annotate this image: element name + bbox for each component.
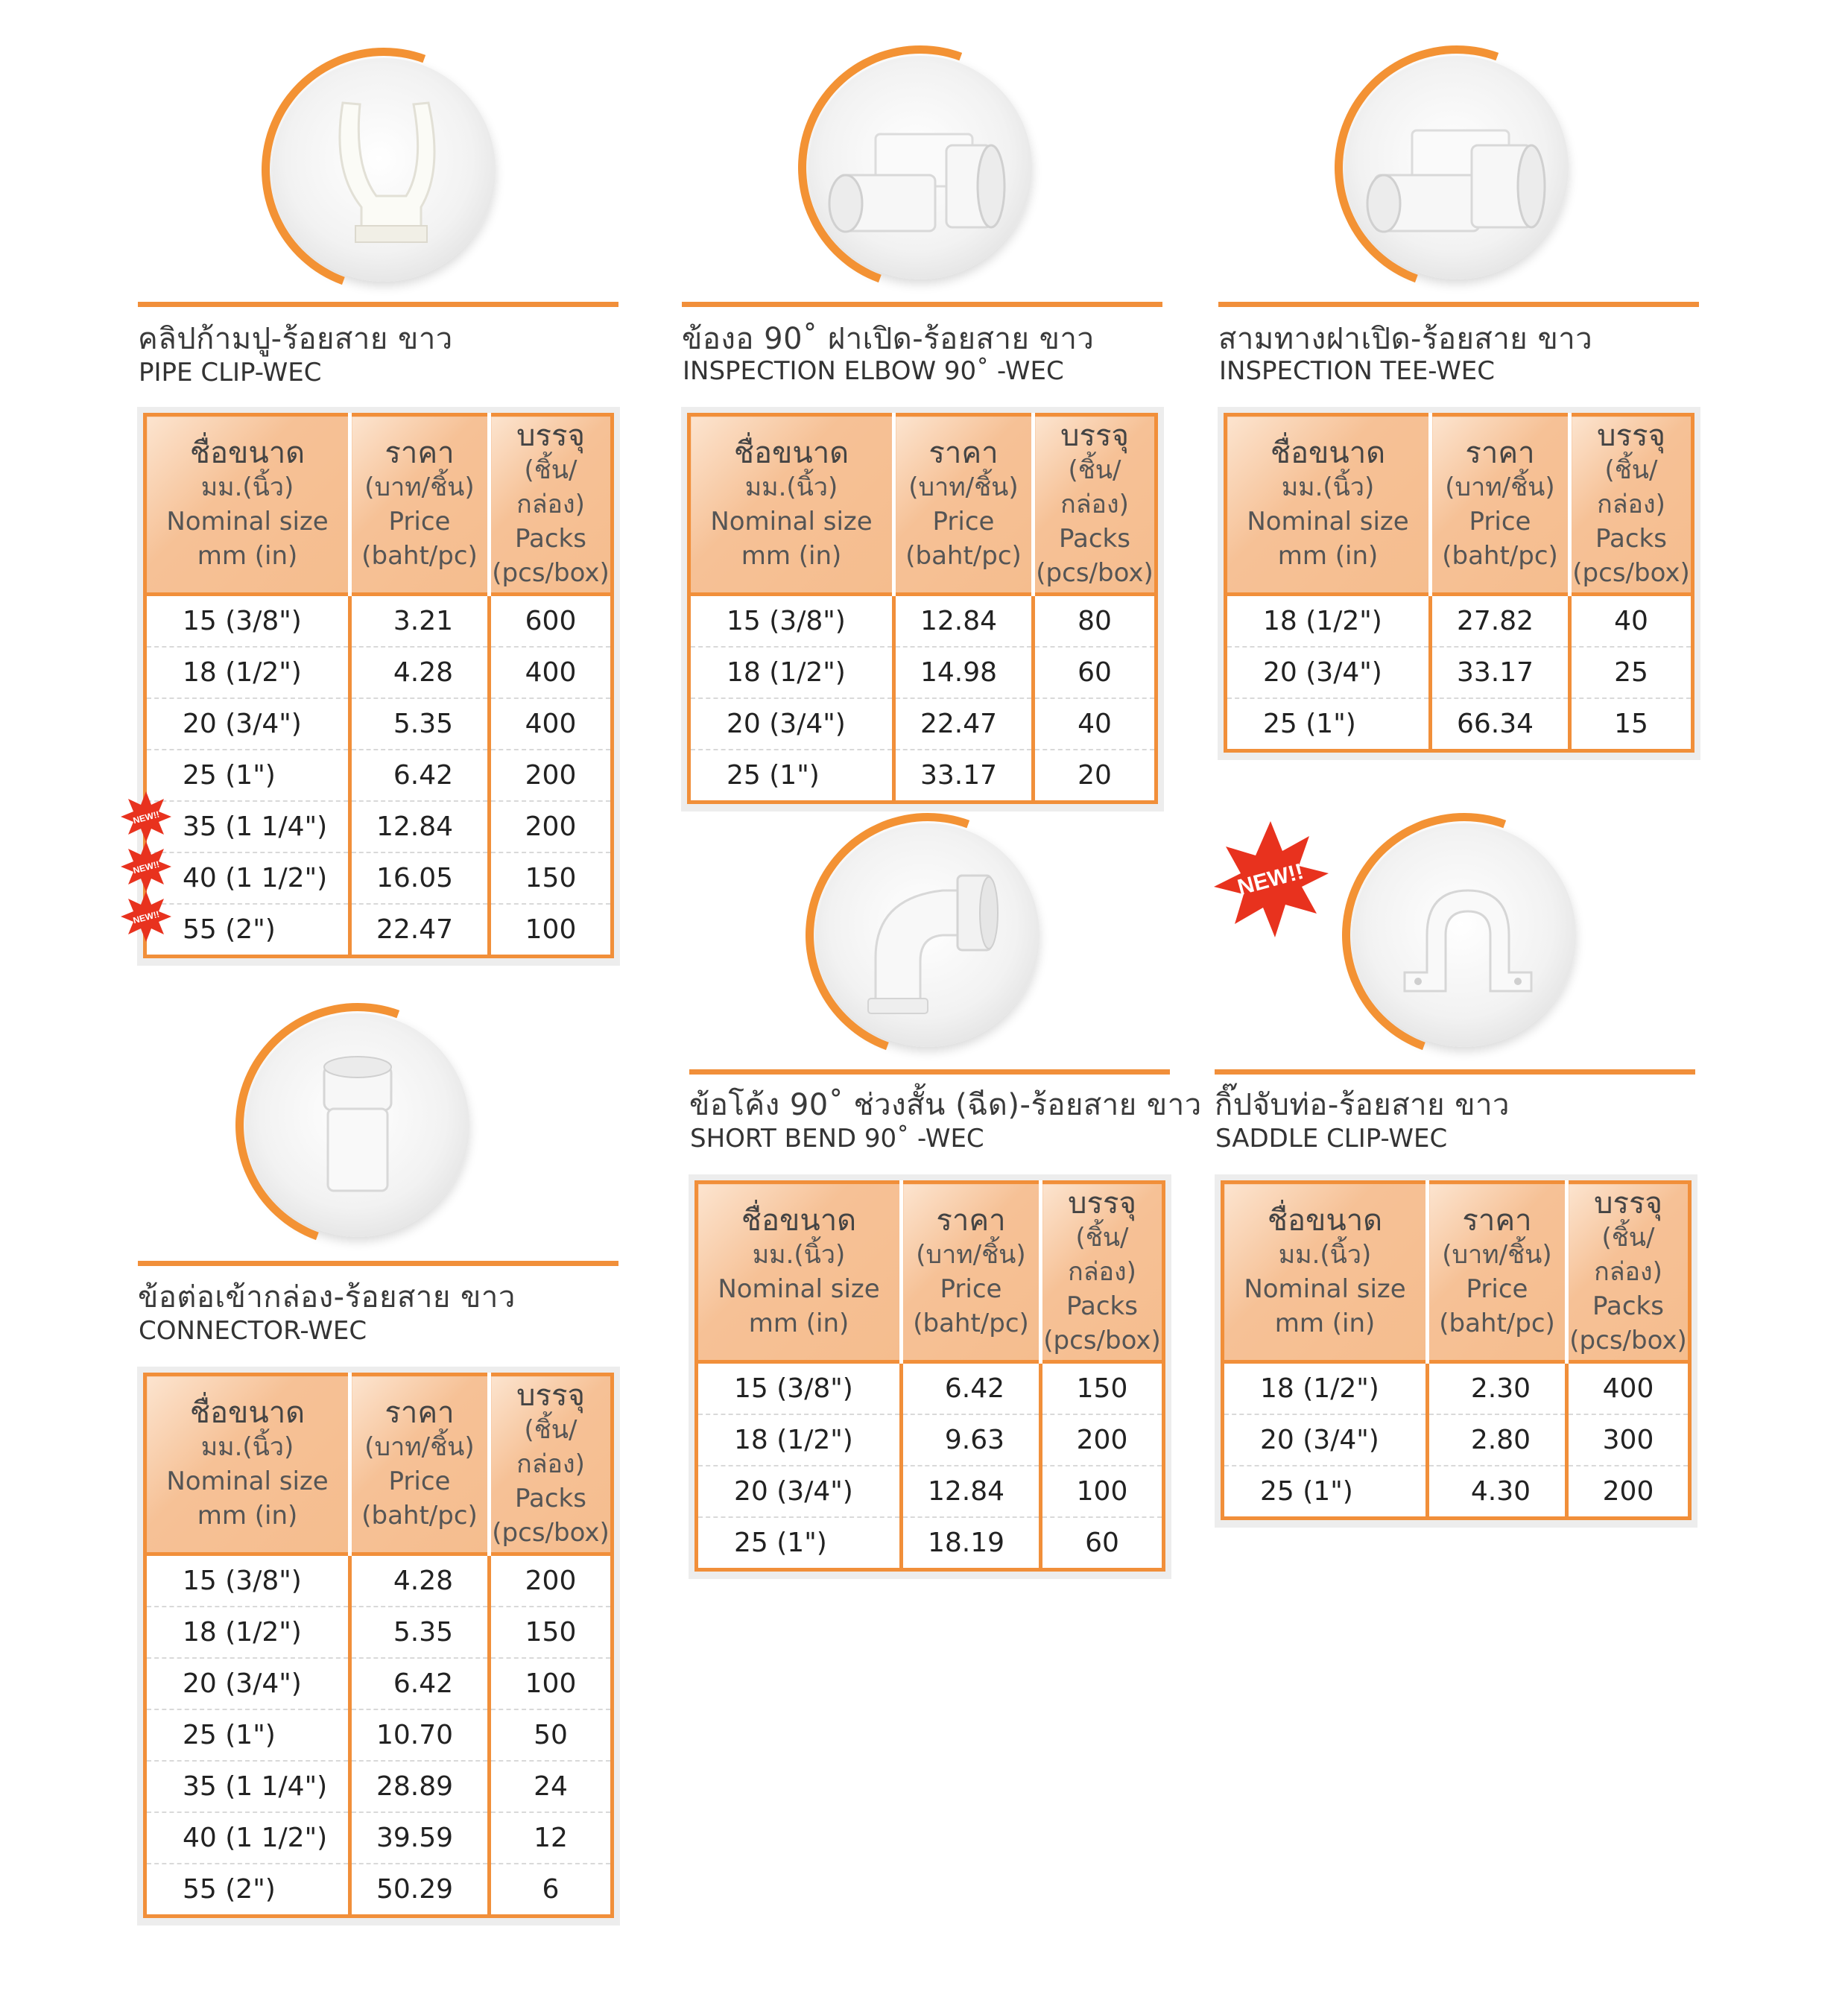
price-cell: 10.70 bbox=[350, 1709, 490, 1761]
price-cell: 27.82 bbox=[1431, 595, 1570, 648]
table-row bbox=[145, 1812, 613, 1864]
price-cell: 12.84 bbox=[894, 595, 1034, 648]
pack-cell: 200 bbox=[490, 750, 613, 801]
table-row bbox=[1226, 698, 1693, 751]
table-row bbox=[689, 750, 1156, 803]
table-row bbox=[1223, 1362, 1690, 1415]
product-title-en: INSPECTION ELBOW 90˚ -WEC bbox=[683, 356, 1064, 386]
size-cell: 25 (1") bbox=[145, 750, 350, 801]
pack-cell: 300 bbox=[1567, 1414, 1690, 1466]
spec-table bbox=[143, 413, 614, 958]
product-title-en: SHORT BEND 90˚ -WEC bbox=[690, 1124, 984, 1154]
price-cell: 4.30 bbox=[1428, 1466, 1567, 1519]
price-header: ราคา (บาท/ชิ้น) Price (baht/pc) bbox=[1431, 415, 1570, 595]
table-row bbox=[1226, 647, 1693, 698]
new-badge-icon bbox=[119, 790, 173, 844]
table-row bbox=[1223, 1466, 1690, 1519]
table-row bbox=[697, 1362, 1164, 1415]
price-header: ราคา (บาท/ชิ้น) Price (baht/pc) bbox=[894, 415, 1034, 595]
table-row bbox=[145, 595, 613, 648]
price-cell: 5.35 bbox=[350, 698, 490, 750]
price-table bbox=[137, 1367, 620, 1926]
table-row bbox=[145, 1658, 613, 1709]
table-row bbox=[697, 1517, 1164, 1570]
price-cell: 2.30 bbox=[1428, 1362, 1567, 1415]
size-header: ชื่อขนาด มม.(นิ้ว) Nominal size mm (in) bbox=[145, 1375, 350, 1554]
price-cell: 33.17 bbox=[1431, 647, 1570, 698]
pack-cell: 80 bbox=[1034, 595, 1156, 648]
product-title-th: ข้อโค้ง 90˚ ช่วงสั้น (ฉีด)-ร้อยสาย ขาว bbox=[689, 1088, 1202, 1122]
size-cell: 18 (1/2") bbox=[145, 1607, 350, 1658]
price-header: ราคา (บาท/ชิ้น) Price (baht/pc) bbox=[902, 1183, 1041, 1362]
price-table bbox=[137, 407, 620, 966]
size-cell: 40 (1 1/2") bbox=[145, 852, 350, 904]
table-row bbox=[145, 750, 613, 801]
size-cell: 15 (3/8") bbox=[145, 595, 350, 648]
pack-cell: 400 bbox=[490, 698, 613, 750]
pack-cell: 20 bbox=[1078, 760, 1112, 791]
price-cell: 9.63 bbox=[902, 1414, 1041, 1466]
size-cell: 15 (3/8") bbox=[689, 595, 894, 648]
spec-table bbox=[694, 1180, 1165, 1572]
table-row bbox=[145, 904, 613, 957]
svg-text:NEW!!: NEW!! bbox=[132, 908, 161, 926]
price-table bbox=[1215, 1174, 1697, 1528]
price-cell: 6.42 bbox=[902, 1362, 1041, 1415]
price-cell: 4.28 bbox=[350, 647, 490, 698]
price-cell: 39.59 bbox=[350, 1812, 490, 1864]
table-row bbox=[1226, 595, 1693, 648]
pipe-clip-photo bbox=[272, 58, 496, 282]
saddle-clip-photo bbox=[1352, 823, 1576, 1047]
inspection-elbow-photo bbox=[808, 56, 1032, 279]
short-bend-photo bbox=[816, 823, 1040, 1047]
table-row bbox=[1223, 1414, 1690, 1466]
size-cell: 20 (3/4") bbox=[145, 1658, 350, 1709]
price-table bbox=[681, 407, 1164, 811]
pack-cell: 60 bbox=[1085, 1528, 1119, 1558]
pack-cell: 150 bbox=[1041, 1362, 1164, 1415]
product-title-en: SADDLE CLIP-WEC bbox=[1215, 1124, 1448, 1154]
pack-cell: 200 bbox=[490, 1554, 613, 1607]
size-header: ชื่อขนาด มม.(นิ้ว) Nominal size mm (in) bbox=[697, 1183, 902, 1362]
pack-cell: 150 bbox=[490, 1607, 613, 1658]
table-row bbox=[697, 1414, 1164, 1466]
product-title-th: ข้องอ 90˚ ฝาเปิด-ร้อยสาย ขาว bbox=[682, 322, 1095, 356]
size-cell: 18 (1/2") bbox=[1223, 1362, 1428, 1415]
pack-cell: 200 bbox=[1602, 1476, 1654, 1507]
price-cell: 4.28 bbox=[350, 1554, 490, 1607]
size-cell: 20 (3/4") bbox=[1223, 1414, 1428, 1466]
size-header: ชื่อขนาด มม.(นิ้ว) Nominal size mm (in) bbox=[1226, 415, 1431, 595]
new-badge-icon bbox=[119, 840, 173, 893]
price-cell: 6.42 bbox=[350, 750, 490, 801]
size-cell: 35 (1 1/4") bbox=[145, 801, 350, 852]
pack-cell: 600 bbox=[490, 595, 613, 648]
pack-cell: 24 bbox=[490, 1761, 613, 1812]
size-cell: 15 (3/8") bbox=[145, 1554, 350, 1607]
pack-cell: 15 bbox=[1614, 709, 1648, 739]
product-title-th: คลิปก้ามปู-ร้อยสาย ขาว bbox=[138, 322, 453, 356]
pack-cell: 150 bbox=[490, 852, 613, 904]
pack-cell: 200 bbox=[1041, 1414, 1164, 1466]
price-cell: 28.89 bbox=[350, 1761, 490, 1812]
pack-cell: 25 bbox=[1570, 647, 1693, 698]
size-header: ชื่อขนาด มม.(นิ้ว) Nominal size mm (in) bbox=[145, 415, 350, 595]
pack-cell: 200 bbox=[490, 801, 613, 852]
table-row bbox=[145, 801, 613, 852]
price-cell: 14.98 bbox=[894, 647, 1034, 698]
svg-text:NEW!!: NEW!! bbox=[132, 809, 161, 826]
price-cell: 16.05 bbox=[350, 852, 490, 904]
product-title-th: กิ๊ปจับท่อ-ร้อยสาย ขาว bbox=[1215, 1088, 1510, 1122]
price-cell: 5.35 bbox=[350, 1607, 490, 1658]
price-cell: 6.42 bbox=[350, 1658, 490, 1709]
connector-photo bbox=[246, 1013, 469, 1237]
new-badge-icon bbox=[1211, 820, 1330, 939]
size-cell: 55 (2") bbox=[145, 904, 350, 957]
price-cell: 2.80 bbox=[1428, 1414, 1567, 1466]
table-row bbox=[145, 1709, 613, 1761]
size-cell: 25 (1") bbox=[1223, 1466, 1428, 1519]
size-header: ชื่อขนาด มม.(นิ้ว) Nominal size mm (in) bbox=[689, 415, 894, 595]
pack-header: บรรจุ (ชิ้น/กล่อง) Packs (pcs/box) bbox=[1041, 1183, 1164, 1362]
price-cell: 3.21 bbox=[350, 595, 490, 648]
pack-header: บรรจุ (ชิ้น/กล่อง) Packs (pcs/box) bbox=[1570, 415, 1693, 595]
price-cell: 18.19 bbox=[902, 1517, 1041, 1570]
pack-header: บรรจุ (ชิ้น/กล่อง) Packs (pcs/box) bbox=[1034, 415, 1156, 595]
price-cell: 12.84 bbox=[350, 801, 490, 852]
size-cell: 18 (1/2") bbox=[145, 647, 350, 698]
product-title-en: INSPECTION TEE-WEC bbox=[1219, 356, 1496, 386]
pack-cell: 400 bbox=[490, 647, 613, 698]
pack-header: บรรจุ (ชิ้น/กล่อง) Packs (pcs/box) bbox=[490, 1375, 613, 1554]
table-row bbox=[145, 1554, 613, 1607]
pack-header: บรรจุ (ชิ้น/กล่อง) Packs (pcs/box) bbox=[490, 415, 613, 595]
size-cell: 20 (3/4") bbox=[1226, 647, 1431, 698]
pack-header: บรรจุ (ชิ้น/กล่อง) Packs (pcs/box) bbox=[1567, 1183, 1690, 1362]
price-cell: 50.29 bbox=[350, 1864, 490, 1917]
inspection-tee-photo bbox=[1345, 56, 1569, 279]
spec-table bbox=[143, 1373, 614, 1918]
table-row bbox=[697, 1466, 1164, 1517]
size-cell: 35 (1 1/4") bbox=[145, 1761, 350, 1812]
price-header: ราคา (บาท/ชิ้น) Price (baht/pc) bbox=[350, 1375, 490, 1554]
size-cell: 18 (1/2") bbox=[1226, 595, 1431, 648]
table-row bbox=[145, 1761, 613, 1812]
size-cell: 55 (2") bbox=[145, 1864, 350, 1917]
size-cell: 18 (1/2") bbox=[697, 1414, 902, 1466]
pack-cell: 400 bbox=[1567, 1362, 1690, 1415]
spec-table bbox=[1224, 413, 1694, 753]
size-cell: 20 (3/4") bbox=[697, 1466, 902, 1517]
price-cell: 22.47 bbox=[350, 904, 490, 957]
pack-cell: 100 bbox=[525, 914, 577, 945]
table-row bbox=[145, 852, 613, 904]
table-row bbox=[145, 1864, 613, 1917]
price-table bbox=[689, 1174, 1171, 1579]
spec-table bbox=[687, 413, 1158, 804]
table-row bbox=[689, 647, 1156, 698]
size-cell: 25 (1") bbox=[697, 1517, 902, 1570]
pack-cell: 50 bbox=[490, 1709, 613, 1761]
price-header: ราคา (บาท/ชิ้น) Price (baht/pc) bbox=[1428, 1183, 1567, 1362]
table-row bbox=[145, 647, 613, 698]
size-cell: 25 (1") bbox=[1226, 698, 1431, 751]
size-cell: 40 (1 1/2") bbox=[145, 1812, 350, 1864]
pack-cell: 100 bbox=[490, 1658, 613, 1709]
pack-cell: 100 bbox=[1041, 1466, 1164, 1517]
size-cell: 15 (3/8") bbox=[697, 1362, 902, 1415]
product-title-th: สามทางฝาเปิด-ร้อยสาย ขาว bbox=[1218, 322, 1593, 356]
pack-cell: 40 bbox=[1034, 698, 1156, 750]
table-row bbox=[145, 698, 613, 750]
table-row bbox=[689, 698, 1156, 750]
pack-cell: 40 bbox=[1570, 595, 1693, 648]
table-row bbox=[689, 595, 1156, 648]
new-badge-icon bbox=[119, 890, 173, 943]
price-cell: 12.84 bbox=[902, 1466, 1041, 1517]
size-cell: 25 (1") bbox=[145, 1709, 350, 1761]
price-cell: 33.17 bbox=[894, 750, 1034, 803]
product-title-th: ข้อต่อเข้ากล่อง-ร้อยสาย ขาว bbox=[138, 1280, 516, 1314]
product-title-en: PIPE CLIP-WEC bbox=[139, 358, 322, 387]
pack-cell: 6 bbox=[542, 1874, 560, 1905]
svg-text:NEW!!: NEW!! bbox=[1235, 858, 1306, 901]
pack-cell: 60 bbox=[1034, 647, 1156, 698]
size-cell: 25 (1") bbox=[689, 750, 894, 803]
size-cell: 20 (3/4") bbox=[145, 698, 350, 750]
price-cell: 66.34 bbox=[1431, 698, 1570, 751]
spec-table bbox=[1221, 1180, 1692, 1520]
product-title-en: CONNECTOR-WEC bbox=[139, 1316, 367, 1346]
size-header: ชื่อขนาด มม.(นิ้ว) Nominal size mm (in) bbox=[1223, 1183, 1428, 1362]
price-cell: 22.47 bbox=[894, 698, 1034, 750]
table-row bbox=[145, 1607, 613, 1658]
size-cell: 18 (1/2") bbox=[689, 647, 894, 698]
price-table bbox=[1218, 407, 1700, 760]
price-header: ราคา (บาท/ชิ้น) Price (baht/pc) bbox=[350, 415, 490, 595]
pack-cell: 12 bbox=[490, 1812, 613, 1864]
size-cell: 20 (3/4") bbox=[689, 698, 894, 750]
svg-text:NEW!!: NEW!! bbox=[132, 858, 161, 876]
